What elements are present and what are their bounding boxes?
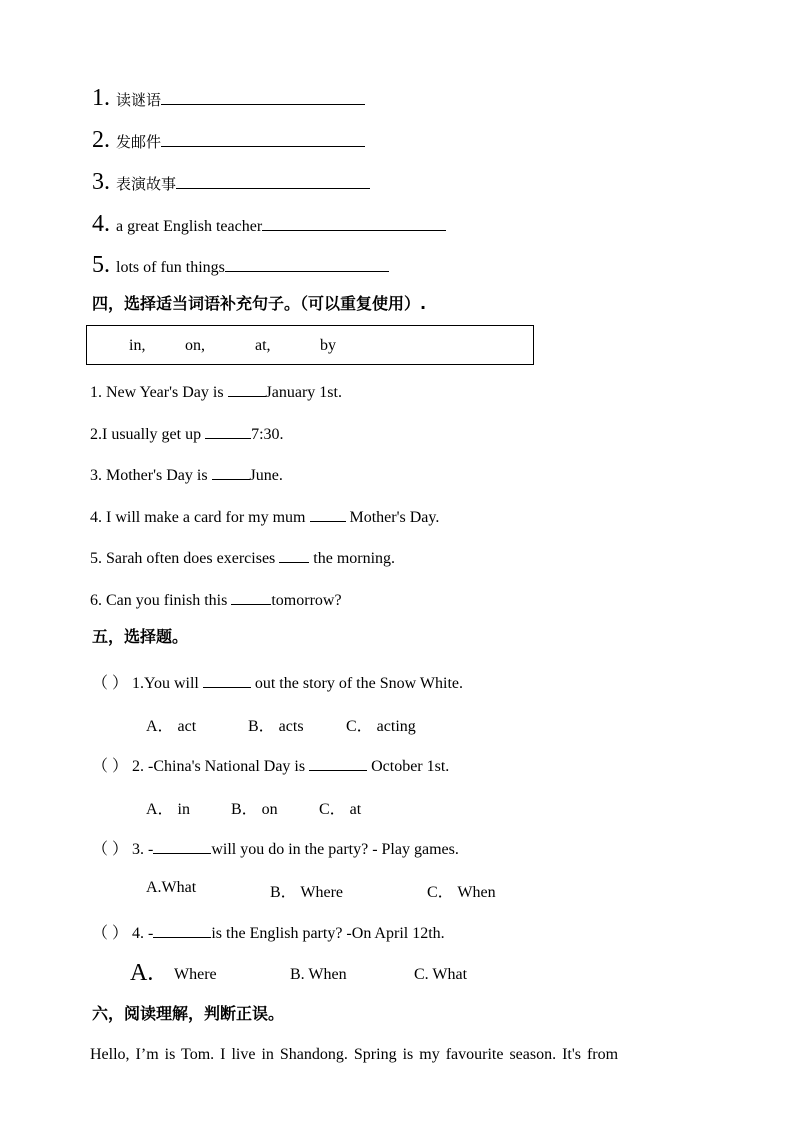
fill-sentence-2 xyxy=(90,422,284,445)
word-bank-box xyxy=(86,325,534,365)
answer-blank[interactable] xyxy=(203,671,251,688)
item-text: 表演故事 xyxy=(116,175,177,193)
answer-bracket[interactable]: （ ） xyxy=(92,758,129,775)
sentence-text: Mother's Day. xyxy=(345,509,440,526)
answer-bracket[interactable]: （ ） xyxy=(92,841,129,858)
item-text: lots of fun things xyxy=(116,259,225,276)
answer-blank[interactable] xyxy=(153,837,211,854)
answer-blank[interactable] xyxy=(228,380,266,397)
answer-bracket[interactable]: （ ） xyxy=(92,925,129,942)
fill-sentence-1 xyxy=(90,380,342,403)
answer-blank[interactable] xyxy=(225,255,389,272)
option-c[interactable]: C． at xyxy=(319,801,362,818)
question-text: out the story of the Snow White. xyxy=(250,675,463,692)
phrase-item-3 xyxy=(92,169,370,195)
fill-sentence-5 xyxy=(90,546,395,569)
fill-sentence-4 xyxy=(90,505,439,528)
phrase-item-2 xyxy=(92,127,365,153)
section-five-heading: 五，选择题。 xyxy=(92,627,189,646)
answer-blank[interactable] xyxy=(153,921,211,938)
section-four-heading: 四，选择适当词语补充句子。（可以重复使用）. xyxy=(92,294,427,313)
option-b[interactable]: B． on xyxy=(231,801,278,818)
item-number: 1. xyxy=(92,85,110,111)
sentence-text: the morning. xyxy=(309,550,396,567)
answer-blank[interactable] xyxy=(279,546,309,563)
item-number: 5. xyxy=(92,252,110,278)
answer-bracket[interactable]: （ ） xyxy=(92,675,129,692)
option-a[interactable]: Where xyxy=(174,966,217,983)
answer-blank[interactable] xyxy=(161,130,365,147)
sentence-text: 1. New Year's Day is xyxy=(90,384,228,401)
sentence-text: 5. Sarah often does exercises xyxy=(90,550,280,567)
choice-question-4 xyxy=(92,921,445,944)
option-b[interactable]: B． Where xyxy=(270,884,344,901)
phrase-item-1 xyxy=(92,85,365,111)
item-number: 4. xyxy=(92,211,110,237)
question-text: 2. -China's National Day is xyxy=(132,758,310,775)
section-six-heading: 六，阅读理解，判断正误。 xyxy=(92,1004,285,1023)
sentence-text: June. xyxy=(249,467,283,484)
question-text: is the English party? -On April 12th. xyxy=(211,925,445,942)
option-a-letter[interactable]: A. xyxy=(130,960,154,986)
question-text: 3. - xyxy=(132,841,154,858)
sentence-text: 2.I usually get up xyxy=(90,426,206,443)
word-option: by xyxy=(320,337,336,354)
word-option: in, xyxy=(129,337,146,354)
option-c[interactable]: C． acting xyxy=(346,718,416,735)
answer-blank[interactable] xyxy=(309,754,367,771)
choice-question-2 xyxy=(92,754,449,777)
option-c[interactable]: C. What xyxy=(414,966,468,983)
question-text: will you do in the party? - Play games. xyxy=(211,841,459,858)
item-number: 3. xyxy=(92,169,110,195)
item-text: a great English teacher xyxy=(116,218,263,235)
fill-sentence-3 xyxy=(90,463,283,486)
item-text: 读谜语 xyxy=(116,91,162,109)
option-a[interactable]: A.What xyxy=(146,879,197,896)
sentence-text: 4. I will make a card for my mum xyxy=(90,509,310,526)
question-text: 4. - xyxy=(132,925,154,942)
answer-blank[interactable] xyxy=(205,422,251,439)
sentence-text: January 1st. xyxy=(265,384,342,401)
sentence-text: 7:30. xyxy=(251,426,284,443)
question-text: October 1st. xyxy=(367,758,450,775)
item-number: 2. xyxy=(92,127,110,153)
answer-blank[interactable] xyxy=(161,88,365,105)
answer-blank[interactable] xyxy=(262,214,446,231)
sentence-text: 6. Can you finish this xyxy=(90,592,232,609)
answer-blank[interactable] xyxy=(310,505,346,522)
option-b[interactable]: B. When xyxy=(290,966,347,983)
word-option: on, xyxy=(185,337,205,354)
answer-blank[interactable] xyxy=(176,172,370,189)
phrase-item-4 xyxy=(92,211,446,237)
phrase-item-5 xyxy=(92,252,389,278)
option-a[interactable]: A． in xyxy=(146,801,191,818)
fill-sentence-6 xyxy=(90,588,342,611)
word-option: at, xyxy=(255,337,271,354)
question-text: 1.You will xyxy=(132,675,203,692)
reading-passage: Hello, I’m is Tom. I live in Shandong. Spring is my favourite season. It's from xyxy=(90,1046,619,1063)
sentence-text: tomorrow? xyxy=(271,592,342,609)
answer-blank[interactable] xyxy=(231,588,271,605)
option-a[interactable]: A． act xyxy=(146,718,197,735)
item-text: 发邮件 xyxy=(116,133,162,151)
answer-blank[interactable] xyxy=(212,463,250,480)
option-c[interactable]: C． When xyxy=(427,884,496,901)
option-b[interactable]: B． acts xyxy=(248,718,304,735)
choice-question-3 xyxy=(92,837,459,860)
choice-question-1 xyxy=(92,671,463,694)
sentence-text: 3. Mother's Day is xyxy=(90,467,212,484)
